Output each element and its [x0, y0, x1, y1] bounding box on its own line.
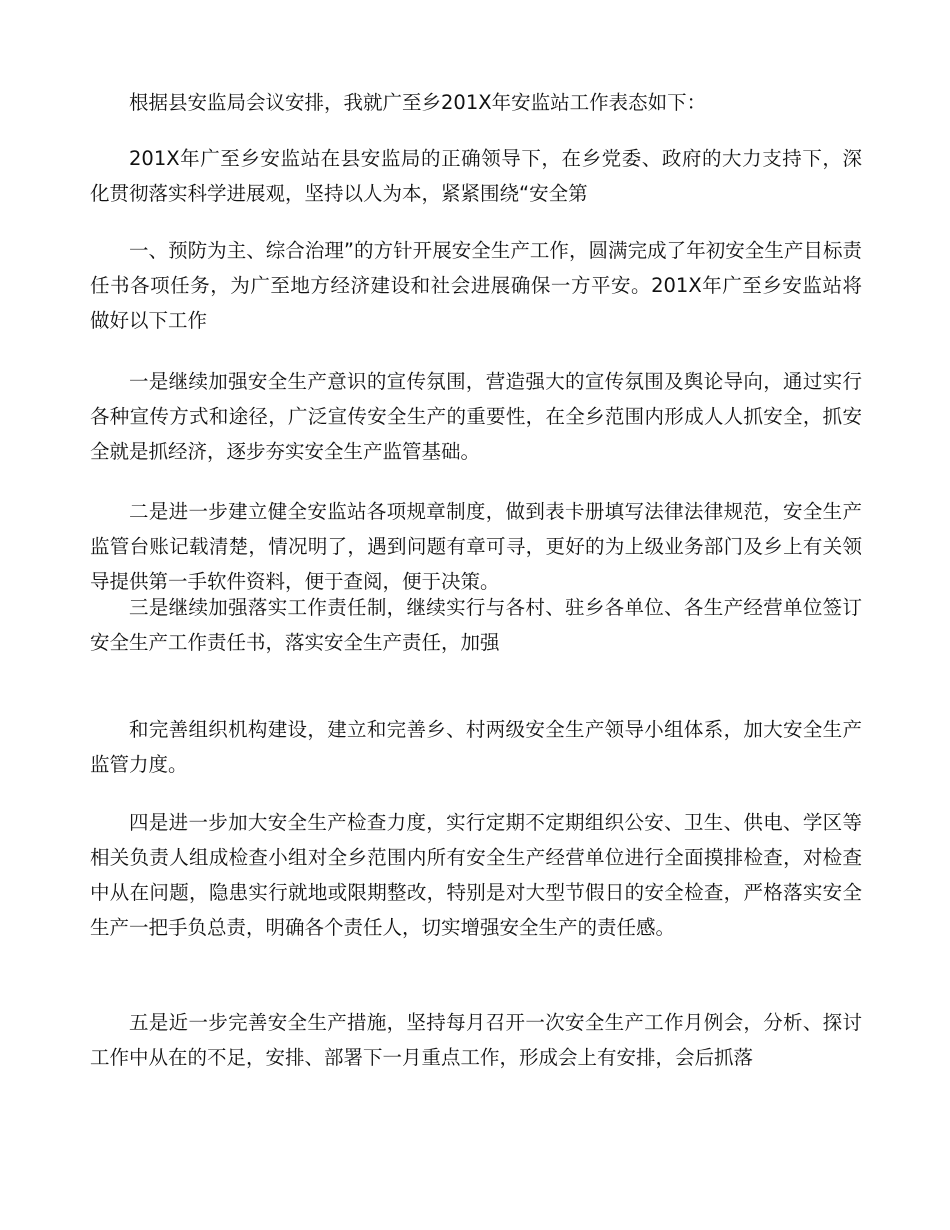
paragraph-item-five: 五是近一步完善安全生产措施，坚持每月召开一次安全生产工作月例会，分析、探讨工作中从在的不足，安排、部署下一月重点工作，形成会上有安排，会后抓落 [90, 1011, 862, 1069]
paragraph-item-four: 四是进一步加大安全生产检查力度，实行定期不定期组织公安、卫生、供电、学区等相关负责人组成检查小组对全乡范围内所有安全生产经营单位进行全面摸排检查，对检查中从在问题，隐患实行就地或限期整改，特别是对大型节假日的安全检查，严格落实安全生产一把手负总责，明确各个责任人，切实增强安全生产的责任感。 [90, 811, 862, 939]
paragraph-item-three-continued: 和完善组织机构建设，建立和完善乡、村两级安全生产领导小组体系，加大安全生产监管力度。 [90, 718, 862, 776]
paragraph-intro: 根据县安监局会议安排，我就广至乡201X年安监站工作表态如下： [129, 91, 707, 114]
paragraph-item-one: 一是继续加强安全生产意识的宣传氛围，营造强大的宣传氛围及舆论导向，通过实行各种宣传方式和途径，广泛宣传安全生产的重要性，在全乡范围内形成人人抓安全，抓安全就是抓经济，逐步夯实安全生产监管基础。 [90, 370, 862, 463]
paragraph-item-two: 二是进一步建立健全安监站各项规章制度，做到表卡册填写法律法律规范，安全生产监管台账记载清楚，情况明了，遇到问题有章可寻，更好的为上级业务部门及乡上有关领导提供第一手软件资料，便于查阅，便于决策。 [90, 500, 862, 593]
paragraph-item-three: 三是继续加强落实工作责任制，继续实行与各村、驻乡各单位、各生产经营单位签订安全生产工作责任书，落实安全生产责任，加强 [90, 596, 862, 654]
paragraph-summary: 201X年广至乡安监站在县安监局的正确领导下，在乡党委、政府的大力支持下，深化贯彻落实科学进展观，坚持以人为本，紧紧围绕“安全第 [90, 147, 862, 205]
paragraph-policy: 一、预防为主、综合治理”的方针开展安全生产工作，圆满完成了年初安全生产目标责任书各项任务，为广至地方经济建设和社会进展确保一方平安。201X年广至乡安监站将做好以下工作 [90, 239, 862, 332]
